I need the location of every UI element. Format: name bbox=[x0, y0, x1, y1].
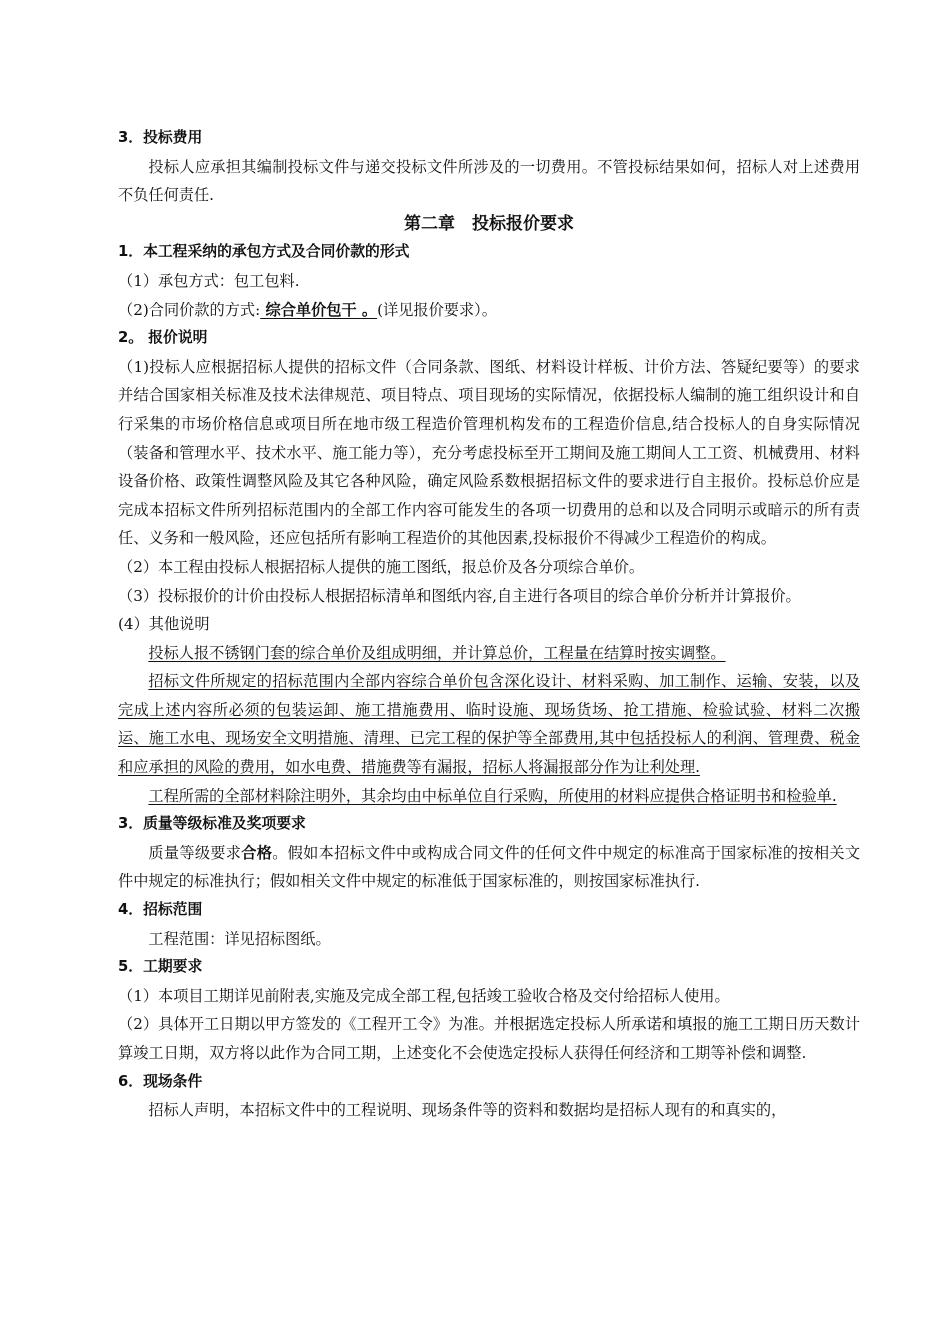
other-note-3-text: 工程所需的全部材料除注明外，其余均由中标单位自行采购，所使用的材料应提供合格证明书和检验单. bbox=[148, 786, 837, 805]
section-heading-quality: 3．质量等级标准及奖项要求 bbox=[118, 815, 306, 833]
other-note-1 bbox=[118, 639, 860, 668]
quality-grade: 合格 bbox=[241, 843, 273, 862]
quote-note-4: (4）其他说明 bbox=[118, 615, 210, 634]
quality-rest: 。假如本招标文件中或构成合同文件的任何文件中规定的标准高于国家标准的按相关文件中规定的标准执行；假如相关文件中规定的标准低于国家标准的，则按国家标准执行. bbox=[118, 843, 861, 891]
quote-note-2: （2）本工程由投标人根据招标人提供的施工图纸，报总价及各分项综合单价。 bbox=[118, 557, 645, 576]
section-heading-quote-notes: 2。 报价说明 bbox=[118, 329, 208, 347]
section-heading-scope: 4．招标范围 bbox=[118, 901, 203, 919]
section-heading-contract-form: 1．本工程采纳的承包方式及合同价款的形式 bbox=[118, 243, 410, 261]
contract-item-2 bbox=[118, 296, 860, 325]
contract-item-2-suffix: (详见报价要求）。 bbox=[377, 300, 497, 319]
document-body bbox=[118, 124, 860, 1125]
section-heading-site: 6．现场条件 bbox=[118, 1072, 203, 1090]
section-heading-bid-cost: 3．投标费用 bbox=[118, 129, 203, 146]
other-note-2 bbox=[118, 667, 860, 781]
schedule-item-2: （2）具体开工日期以甲方签发的《工程开工令》为准。并根据选定投标人所承诺和填报的施工工期日历天数计算竣工日期，双方将以此作为合同工期，上述变化不会使选定投标人获得任何经济和工期等补偿和调整. bbox=[118, 1015, 860, 1062]
quality-prefix: 质量等级要求 bbox=[148, 843, 242, 862]
quote-note-1: （1)投标人应根据招标人提供的招标文件（合同条款、图纸、材料设计样板、计价方法、答疑纪要等）的要求并结合国家相关标准及技术法律规范、项目特点、项目现场的实际情况，依据投标人编制的施工组织设计和自行采集的市场价格信息或项目所在地市级工程造价管理机构发布的工程造价信息,结合投标人的自身实际情况（装备和管理水平、技术水平、施工能力等），充分考虑投标至开工期间及施工期间人工工资、机械费用、材料设备价格、政策性调整风险及其它各种风险，确定风险系数根据招标文件的要求进行自主报价。投标总价应是完成本招标文件所列招标范围内的全部工作内容可能发生的各项一切费用的总和以及合同明示或暗示的所有责任、义务和一般风险，还应包括所有影响工程造价的其他因素,投标报价不得减少工程造价的构成。 bbox=[118, 357, 860, 548]
schedule-item-1: （1）本项目工期详见前附表,实施及完成全部工程,包括竣工验收合格及交付给招标人使用。 bbox=[118, 986, 730, 1005]
contract-item-2-prefix: （2)合同价款的方式: bbox=[118, 300, 261, 319]
section-heading-schedule: 5．工期要求 bbox=[118, 958, 203, 976]
paragraph-scope: 工程范围：详见招标图纸。 bbox=[148, 929, 331, 948]
other-note-1-text: 投标人报不锈钢门套的综合单价及组成明细，并计算总价，工程量在结算时按实调整。 bbox=[148, 643, 726, 662]
contract-item-1: （1）承包方式：包工包料. bbox=[118, 271, 300, 290]
contract-item-2-value: 综合单价包干 。 bbox=[260, 300, 378, 319]
chapter-title: 第二章 投标报价要求 bbox=[404, 213, 574, 234]
paragraph-site: 招标人声明，本招标文件中的工程说明、现场条件等的资料和数据均是招标人现有的和真实的， bbox=[148, 1101, 787, 1120]
quote-note-3: （3）投标报价的计价由投标人根据招标清单和图纸内容,自主进行各项目的综合单价分析并计算报价。 bbox=[118, 586, 801, 605]
other-note-2-text: 招标文件所规定的招标范围内全部内容综合单价包含深化设计、材料采购、加工制作、运输、安装，以及完成上述内容所必须的包装运卸、施工措施费用、临时设施、现场货场、抢工措施、检验试验、材料二次搬运、施工水电、现场安全文明措施、清理、已完工程的保护等全部费用,其中包括投标人的利润、管理费、税金和应承担的风险的费用，如水电费、措施费等有漏报，招标人将漏报部分作为让利处理. bbox=[118, 672, 860, 777]
paragraph-bid-cost: 投标人应承担其编制投标文件与递交投标文件所涉及的一切费用。不管投标结果如何，招标人对上述费用不负任何责任. bbox=[118, 157, 860, 205]
other-note-3 bbox=[118, 782, 860, 811]
paragraph-quality bbox=[118, 839, 860, 896]
